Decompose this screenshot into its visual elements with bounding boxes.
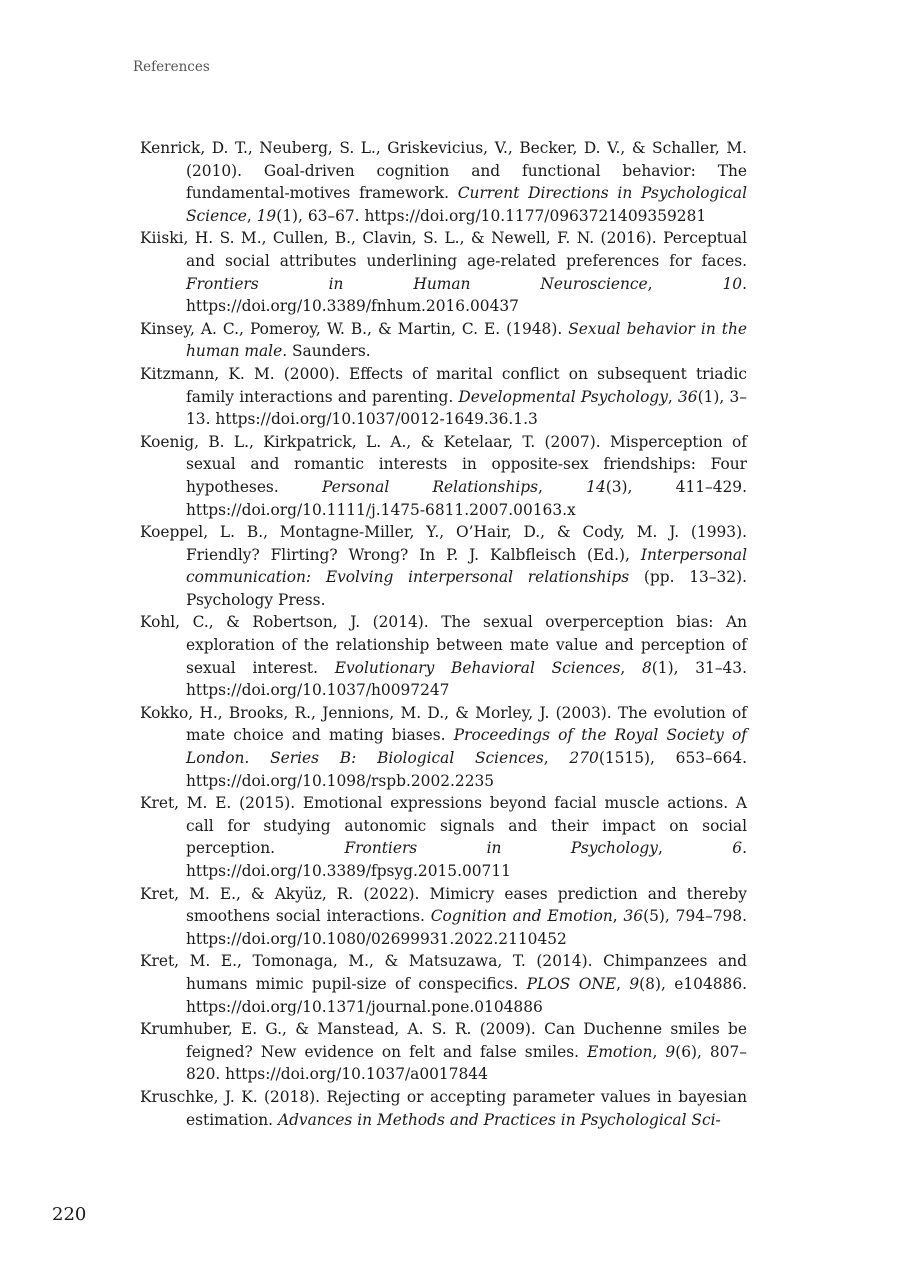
- reference-entry: Kitzmann, K. M. (2000). Effects of marital conflict on subsequent triadic family interactions and parenting. Developmental Psychology, 36(1), 3–13. https://doi.org/10.1037/0012-1649.36.1.3: [140, 364, 747, 429]
- reference-list: [140, 137, 747, 1131]
- reference-entry: Kinsey, A. C., Pomeroy, W. B., & Martin, C. E. (1948). Sexual behavior in the human male. Saunders.: [140, 319, 747, 361]
- reference-entry: Krumhuber, E. G., & Manstead, A. S. R. (2009). Can Duchenne smiles be feigned? New evidence on felt and false smiles. Emotion, 9(6), 807–820. https://doi.org/10.1037/a0017844: [140, 1020, 747, 1084]
- reference-entry: Kiiski, H. S. M., Cullen, B., Clavin, S. L., & Newell, F. N. (2016). Perceptual and social attributes underlining age-related preferences for faces. Frontiers in Human Neuroscience, 10. https://doi.org/10.3389/fnhum.2016.00437: [140, 229, 747, 316]
- running-head: References: [133, 59, 210, 75]
- reference-entry: Kohl, C., & Robertson, J. (2014). The sexual overperception bias: An exploration of the relationship between mate value and perception of sexual interest. Evolutionary Behavioral Sciences, 8(1), 31–43. https://doi.org/10.1037/h0097247: [140, 613, 747, 700]
- reference-entry: Kokko, H., Brooks, R., Jennions, M. D., & Morley, J. (2003). The evolution of mate choice and mating biases. Proceedings of the Royal Society of London. Series B: Biological Sciences, 270(1515), 653–664. https://doi.org/10.1098/rspb.2002.2235: [140, 703, 747, 790]
- reference-entry: Koenig, B. L., Kirkpatrick, L. A., & Ketelaar, T. (2007). Misperception of sexual and romantic interests in opposite-sex friendships: Four hypotheses. Personal Relationships, 14(3), 411–429. https://doi.org/10.1111/j.1475-6811.2007.00163.x: [140, 432, 747, 519]
- page-number: 220: [52, 1204, 87, 1225]
- reference-entry: Kret, M. E. (2015). Emotional expressions beyond facial muscle actions. A call for studying autonomic signals and their impact on social perception. Frontiers in Psychology, 6. https://doi.org/10.3389/fpsyg.2015.00711: [140, 794, 747, 880]
- reference-entry: Kret, M. E., Tomonaga, M., & Matsuzawa, T. (2014). Chimpanzees and humans mimic pupil-size of conspecifics. PLOS ONE, 9(8), e104886. https://doi.org/10.1371/journal.pone.0104886: [140, 952, 747, 1016]
- reference-entry: Kenrick, D. T., Neuberg, S. L., Griskevicius, V., Becker, D. V., & Schaller, M. (2010). Goal-driven cognition and functional behavior: The fundamental-motives framework. Current Directions in Psychological Science, 19(1), 63–67. https://doi.org/10.1177/0963721409359281: [140, 139, 747, 225]
- reference-entry: Kruschke, J. K. (2018). Rejecting or accepting parameter values in bayesian estimation. Advances in Methods and Practices in Psychological Sci-: [140, 1087, 747, 1129]
- reference-entry: Kret, M. E., & Akyüz, R. (2022). Mimicry eases prediction and thereby smoothens social interactions. Cognition and Emotion, 36(5), 794–798. https://doi.org/10.1080/02699931.2022.2110452: [140, 884, 747, 948]
- reference-entry: Koeppel, L. B., Montagne-Miller, Y., O’Hair, D., & Cody, M. J. (1993). Friendly? Flirting? Wrong? In P. J. Kalbfleisch (Ed.), Interpersonal communication: Evolving interpersonal relationships (pp. 13–32). Psychology Press.: [140, 523, 747, 609]
